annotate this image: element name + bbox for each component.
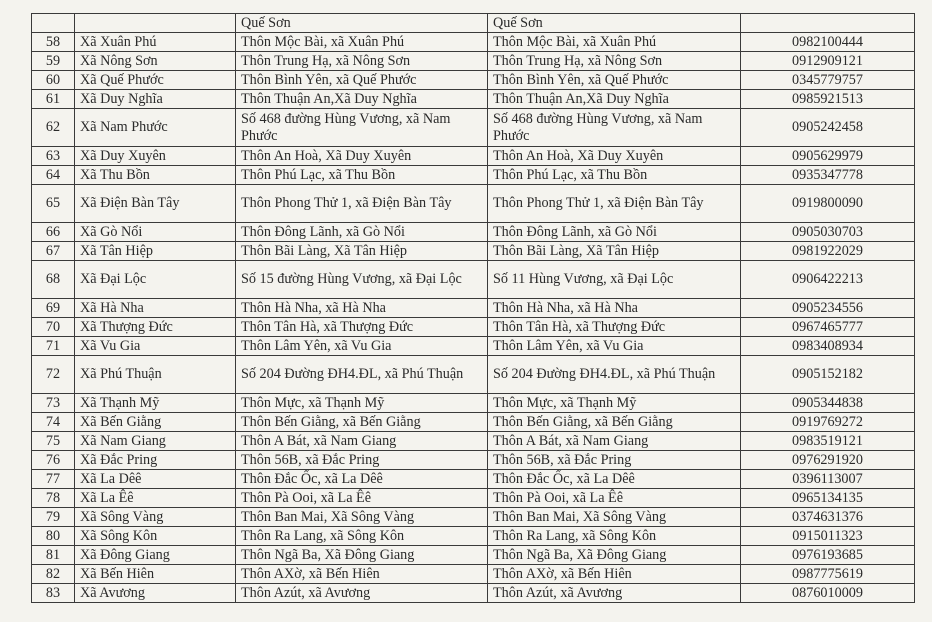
header-place-right: Quế Sơn xyxy=(488,14,741,33)
office-address: Thôn Đắc Ốc, xã La Dêê xyxy=(236,470,488,489)
contact-address: Thôn Thuận An,Xã Duy Nghĩa xyxy=(488,90,741,109)
contact-address: Thôn Mộc Bài, xã Xuân Phú xyxy=(488,33,741,52)
row-number: 73 xyxy=(32,394,75,413)
commune-name: Xã Nông Sơn xyxy=(75,52,236,71)
row-number: 78 xyxy=(32,489,75,508)
contact-address: Thôn Pà Ooi, xã La Êê xyxy=(488,489,741,508)
phone-number: 0967465777 xyxy=(741,318,915,337)
office-address: Thôn Đông Lãnh, xã Gò Nổi xyxy=(236,223,488,242)
phone-number: 0976291920 xyxy=(741,451,915,470)
phone-number: 0935347778 xyxy=(741,166,915,185)
commune-name: Xã Vu Gia xyxy=(75,337,236,356)
table-row xyxy=(32,508,915,527)
office-address: Thôn Phong Thử 1, xã Điện Bàn Tây xyxy=(236,185,488,223)
phone-number: 0374631376 xyxy=(741,508,915,527)
contact-address: Số 11 Hùng Vương, xã Đại Lộc xyxy=(488,261,741,299)
row-number: 62 xyxy=(32,109,75,147)
contact-address: Thôn Bãi Làng, Xã Tân Hiệp xyxy=(488,242,741,261)
commune-name: Xã Điện Bàn Tây xyxy=(75,185,236,223)
contact-address: Thôn Trung Hạ, xã Nông Sơn xyxy=(488,52,741,71)
table-row xyxy=(32,185,915,223)
office-address: Thôn Tân Hà, xã Thượng Đức xyxy=(236,318,488,337)
commune-name: Xã Avương xyxy=(75,584,236,603)
phone-number: 0906422213 xyxy=(741,261,915,299)
phone-number: 0985921513 xyxy=(741,90,915,109)
contact-address: Thôn Lâm Yên, xã Vu Gia xyxy=(488,337,741,356)
contact-address: Số 468 đường Hùng Vương, xã Nam Phước xyxy=(488,109,741,147)
table-row xyxy=(32,584,915,603)
commune-name: Xã Duy Xuyên xyxy=(75,147,236,166)
contact-address: Số 204 Đường ĐH4.ĐL, xã Phú Thuận xyxy=(488,356,741,394)
office-address: Thôn Lâm Yên, xã Vu Gia xyxy=(236,337,488,356)
office-address: Số 204 Đường ĐH4.ĐL, xã Phú Thuận xyxy=(236,356,488,394)
row-number: 58 xyxy=(32,33,75,52)
table-row xyxy=(32,565,915,584)
table-row xyxy=(32,223,915,242)
contact-address: Thôn Tân Hà, xã Thượng Đức xyxy=(488,318,741,337)
office-address: Thôn Pà Ooi, xã La Êê xyxy=(236,489,488,508)
row-number: 69 xyxy=(32,299,75,318)
row-number: 65 xyxy=(32,185,75,223)
table-body xyxy=(32,14,915,603)
office-address: Thôn Phú Lạc, xã Thu Bồn xyxy=(236,166,488,185)
row-number: 77 xyxy=(32,470,75,489)
commune-name: Xã Xuân Phú xyxy=(75,33,236,52)
contact-address: Thôn A Bát, xã Nam Giang xyxy=(488,432,741,451)
commune-table xyxy=(31,13,915,603)
table-row xyxy=(32,432,915,451)
contact-address: Thôn Phú Lạc, xã Thu Bồn xyxy=(488,166,741,185)
commune-name: Xã Đại Lộc xyxy=(75,261,236,299)
row-number: 70 xyxy=(32,318,75,337)
row-number: 66 xyxy=(32,223,75,242)
row-number: 68 xyxy=(32,261,75,299)
contact-address: Thôn 56B, xã Đắc Pring xyxy=(488,451,741,470)
phone-number: 0912909121 xyxy=(741,52,915,71)
commune-name: Xã Thu Bồn xyxy=(75,166,236,185)
commune-name: Xã Phú Thuận xyxy=(75,356,236,394)
table-row xyxy=(32,261,915,299)
row-number: 81 xyxy=(32,546,75,565)
phone-number: 0905242458 xyxy=(741,109,915,147)
header-cell-empty xyxy=(741,14,915,33)
phone-number: 0919800090 xyxy=(741,185,915,223)
office-address: Thôn Azút, xã Avương xyxy=(236,584,488,603)
table-row xyxy=(32,527,915,546)
table-row xyxy=(32,394,915,413)
office-address: Thôn Bãi Làng, Xã Tân Hiệp xyxy=(236,242,488,261)
table-row xyxy=(32,451,915,470)
table-row xyxy=(32,546,915,565)
row-number: 67 xyxy=(32,242,75,261)
office-address: Thôn Ngã Ba, Xã Đông Giang xyxy=(236,546,488,565)
office-address: Thôn Bình Yên, xã Quế Phước xyxy=(236,71,488,90)
contact-address: Thôn Phong Thử 1, xã Điện Bàn Tây xyxy=(488,185,741,223)
table-row xyxy=(32,33,915,52)
phone-number: 0905030703 xyxy=(741,223,915,242)
phone-number: 0919769272 xyxy=(741,413,915,432)
row-number: 82 xyxy=(32,565,75,584)
table-row xyxy=(32,299,915,318)
phone-number: 0905234556 xyxy=(741,299,915,318)
commune-name: Xã Bến Giằng xyxy=(75,413,236,432)
commune-name: Xã Đông Giang xyxy=(75,546,236,565)
row-number: 61 xyxy=(32,90,75,109)
commune-name: Xã La Êê xyxy=(75,489,236,508)
commune-name: Xã Đắc Pring xyxy=(75,451,236,470)
row-number: 59 xyxy=(32,52,75,71)
office-address: Số 15 đường Hùng Vương, xã Đại Lộc xyxy=(236,261,488,299)
row-number: 63 xyxy=(32,147,75,166)
office-address: Thôn Hà Nha, xã Hà Nha xyxy=(236,299,488,318)
row-number: 76 xyxy=(32,451,75,470)
office-address: Thôn 56B, xã Đắc Pring xyxy=(236,451,488,470)
table-row xyxy=(32,90,915,109)
commune-name: Xã Nam Giang xyxy=(75,432,236,451)
contact-address: Thôn Hà Nha, xã Hà Nha xyxy=(488,299,741,318)
row-number: 75 xyxy=(32,432,75,451)
phone-number: 0905629979 xyxy=(741,147,915,166)
contact-address: Thôn Bình Yên, xã Quế Phước xyxy=(488,71,741,90)
row-number: 74 xyxy=(32,413,75,432)
header-cell-empty xyxy=(32,14,75,33)
table-row xyxy=(32,318,915,337)
table-row xyxy=(32,413,915,432)
office-address: Thôn Ra Lang, xã Sông Kôn xyxy=(236,527,488,546)
commune-name: Xã Bến Hiên xyxy=(75,565,236,584)
office-address: Thôn Bến Giằng, xã Bến Giằng xyxy=(236,413,488,432)
office-address: Thôn An Hoà, Xã Duy Xuyên xyxy=(236,147,488,166)
commune-name: Xã Sông Vàng xyxy=(75,508,236,527)
phone-number: 0981922029 xyxy=(741,242,915,261)
contact-address: Thôn Ngã Ba, Xã Đông Giang xyxy=(488,546,741,565)
header-cell-empty xyxy=(75,14,236,33)
phone-number: 0982100444 xyxy=(741,33,915,52)
row-number: 80 xyxy=(32,527,75,546)
table-header-row xyxy=(32,14,915,33)
commune-name: Xã Thạnh Mỹ xyxy=(75,394,236,413)
row-number: 64 xyxy=(32,166,75,185)
table-row xyxy=(32,109,915,147)
commune-name: Xã Hà Nha xyxy=(75,299,236,318)
header-place-left: Quế Sơn xyxy=(236,14,488,33)
row-number: 83 xyxy=(32,584,75,603)
phone-number: 0876010009 xyxy=(741,584,915,603)
contact-address: Thôn Ra Lang, xã Sông Kôn xyxy=(488,527,741,546)
phone-number: 0396113007 xyxy=(741,470,915,489)
contact-address: Thôn Mực, xã Thạnh Mỹ xyxy=(488,394,741,413)
table-row xyxy=(32,356,915,394)
row-number: 72 xyxy=(32,356,75,394)
commune-name: Xã Quế Phước xyxy=(75,71,236,90)
office-address: Thôn Ban Mai, Xã Sông Vàng xyxy=(236,508,488,527)
commune-name: Xã Tân Hiệp xyxy=(75,242,236,261)
office-address: Số 468 đường Hùng Vương, xã Nam Phước xyxy=(236,109,488,147)
table-row xyxy=(32,489,915,508)
table-row xyxy=(32,52,915,71)
table-row xyxy=(32,242,915,261)
contact-address: Thôn Ban Mai, Xã Sông Vàng xyxy=(488,508,741,527)
phone-number: 0976193685 xyxy=(741,546,915,565)
commune-name: Xã Thượng Đức xyxy=(75,318,236,337)
commune-name: Xã Nam Phước xyxy=(75,109,236,147)
office-address: Thôn Trung Hạ, xã Nông Sơn xyxy=(236,52,488,71)
table-row xyxy=(32,71,915,90)
contact-address: Thôn Bến Giằng, xã Bến Giằng xyxy=(488,413,741,432)
phone-number: 0905344838 xyxy=(741,394,915,413)
table-row xyxy=(32,166,915,185)
phone-number: 0905152182 xyxy=(741,356,915,394)
phone-number: 0987775619 xyxy=(741,565,915,584)
row-number: 71 xyxy=(32,337,75,356)
contact-address: Thôn Azút, xã Avương xyxy=(488,584,741,603)
commune-name: Xã Duy Nghĩa xyxy=(75,90,236,109)
phone-number: 0983408934 xyxy=(741,337,915,356)
contact-address: Thôn An Hoà, Xã Duy Xuyên xyxy=(488,147,741,166)
phone-number: 0983519121 xyxy=(741,432,915,451)
commune-name: Xã Sông Kôn xyxy=(75,527,236,546)
phone-number: 0345779757 xyxy=(741,71,915,90)
phone-number: 0965134135 xyxy=(741,489,915,508)
commune-name: Xã Gò Nổi xyxy=(75,223,236,242)
row-number: 79 xyxy=(32,508,75,527)
commune-name: Xã La Dêê xyxy=(75,470,236,489)
contact-address: Thôn Đắc Ốc, xã La Dêê xyxy=(488,470,741,489)
table-row xyxy=(32,337,915,356)
contact-address: Thôn AXờ, xã Bến Hiên xyxy=(488,565,741,584)
office-address: Thôn Thuận An,Xã Duy Nghĩa xyxy=(236,90,488,109)
table-row xyxy=(32,470,915,489)
office-address: Thôn Mực, xã Thạnh Mỹ xyxy=(236,394,488,413)
contact-address: Thôn Đông Lãnh, xã Gò Nổi xyxy=(488,223,741,242)
phone-number: 0915011323 xyxy=(741,527,915,546)
row-number: 60 xyxy=(32,71,75,90)
office-address: Thôn Mộc Bài, xã Xuân Phú xyxy=(236,33,488,52)
table-row xyxy=(32,147,915,166)
office-address: Thôn A Bát, xã Nam Giang xyxy=(236,432,488,451)
office-address: Thôn AXờ, xã Bến Hiên xyxy=(236,565,488,584)
